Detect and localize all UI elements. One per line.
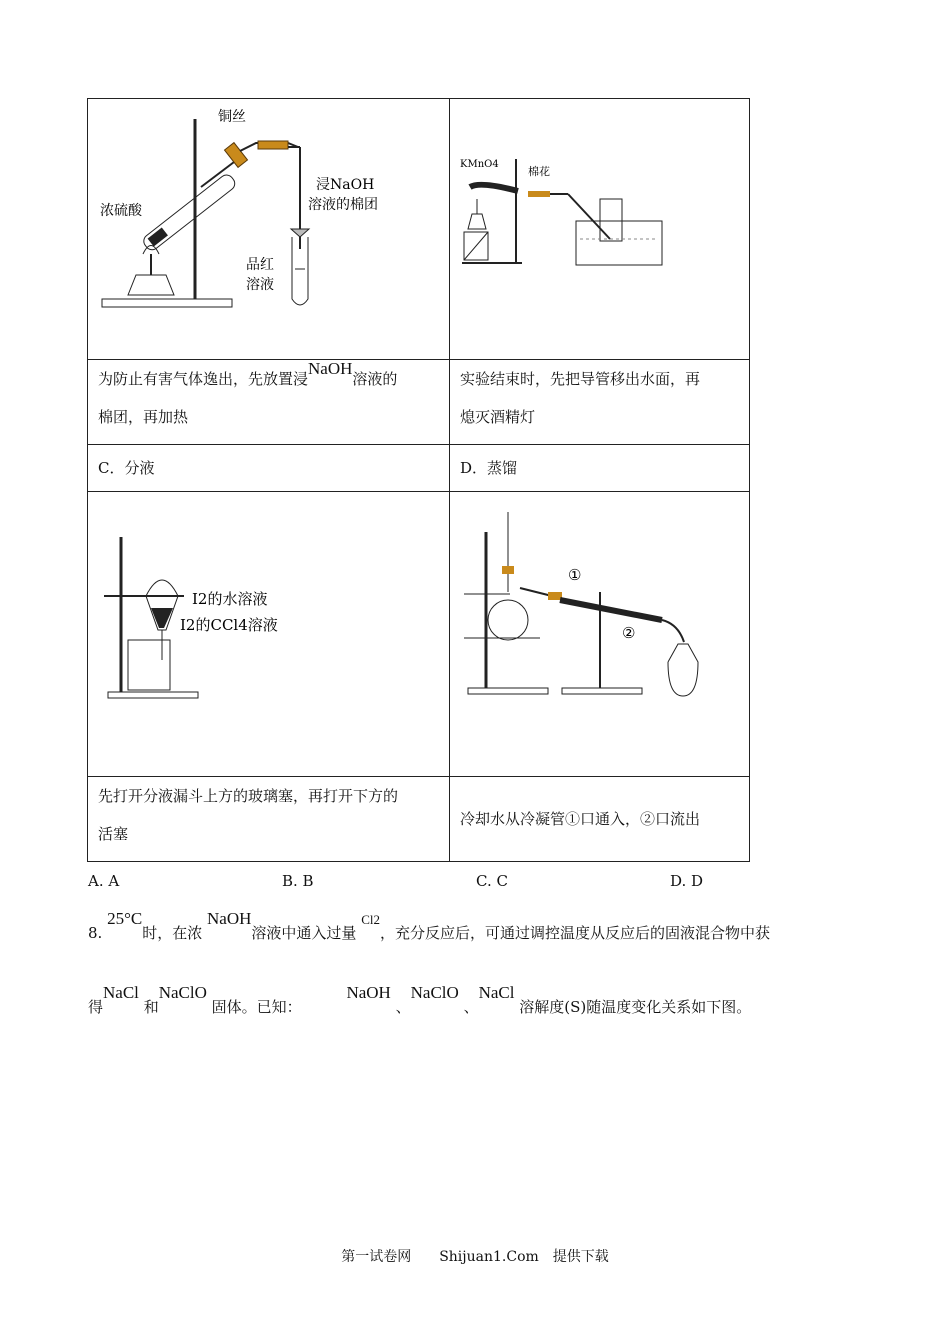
naoh-cotton-label: 浸NaOH — [316, 177, 375, 193]
note-c-text-2: 活塞 — [98, 825, 129, 843]
note-d-text: 冷却水从冷凝管①口通入，②口流出 — [460, 810, 701, 828]
note-c-text-1: 先打开分液漏斗上方的玻璃塞，再打开下方的 — [98, 787, 399, 805]
figure-d-cell — [450, 492, 750, 777]
copper-sulfuric-apparatus — [88, 99, 449, 345]
footer: 第一试卷网 Shijuan1.Com 提供下载 — [341, 1249, 609, 1265]
q8-text-4: 得 — [88, 998, 104, 1016]
formula-naclo: NaClO — [158, 983, 207, 1002]
q8-text-7: 溶解度(S)随温度变化关系如下图。 — [519, 998, 752, 1016]
q8-sep-2: 、 — [463, 998, 479, 1016]
pinhong-label: 品红 — [246, 257, 274, 273]
experiment-table — [87, 98, 750, 862]
note-a-cell — [88, 360, 450, 445]
question-8-line-1 — [88, 909, 771, 943]
note-b-text-2: 熄灭酒精灯 — [460, 408, 536, 426]
note-c-cell — [88, 777, 450, 862]
note-a-naoh: NaOH — [308, 359, 353, 378]
copper-wire-label: 铜丝 — [218, 109, 246, 125]
label-c-cell — [88, 445, 450, 492]
note-b-text-1: 实验结束时，先把导管移出水面，再 — [460, 370, 701, 388]
q8-text-2: 溶液中通入过量 — [251, 924, 357, 942]
label-c: C．分液 — [98, 459, 155, 477]
option-d[interactable]: D. D — [670, 872, 704, 890]
note-d-cell — [450, 777, 750, 862]
question-8-line-2 — [88, 983, 752, 1017]
formula-nacl-2: NaCl — [478, 983, 515, 1002]
distillation-apparatus — [450, 492, 750, 762]
kmno4-label: KMnO4 — [460, 159, 499, 170]
note-a-text-1: 为防止有害气体逸出，先放置浸 — [98, 370, 309, 388]
pinhong-label-2: 溶液 — [246, 277, 274, 293]
q8-text-5: 和 — [143, 998, 159, 1016]
note-b-cell — [450, 360, 750, 445]
conc-acid-label: 浓硫酸 — [100, 203, 142, 219]
label-d: D．蒸馏 — [460, 459, 518, 477]
formula-naclo-2: NaClO — [410, 983, 459, 1002]
naoh-cotton-label-2: 溶液的棉团 — [308, 197, 378, 213]
question-number: 8. — [88, 924, 103, 942]
q8-text-3: ，充分反应后，可通过调控温度从反应后的固液混合物中获 — [380, 924, 771, 942]
option-b[interactable]: B. B — [282, 872, 314, 890]
figure-a-cell — [88, 99, 450, 360]
option-c[interactable]: C. C — [476, 872, 508, 890]
port-1-label: ① — [568, 566, 582, 584]
temperature: 25°C — [107, 909, 143, 928]
formula-naoh-2: NaOH — [346, 983, 391, 1002]
i2-water-label: I2的水溶液 — [192, 590, 268, 608]
figure-b-cell — [450, 99, 750, 360]
formula-nacl: NaCl — [103, 983, 139, 1002]
formula-naoh: NaOH — [207, 909, 252, 928]
port-2-label: ② — [622, 624, 636, 642]
label-d-cell — [450, 445, 750, 492]
formula-cl2: Cl2 — [361, 912, 381, 927]
cotton-label: 棉花 — [528, 165, 550, 178]
kmno4-gas-collection-apparatus — [450, 99, 750, 345]
note-a-text-3: 棉团，再加热 — [98, 408, 189, 426]
i2-ccl4-label: I2的CCl4溶液 — [180, 616, 278, 634]
q8-text-6: 固体。已知： — [211, 998, 302, 1016]
option-a[interactable]: A. A — [88, 872, 120, 890]
q8-sep-1: 、 — [395, 998, 411, 1016]
note-a-text-2: 溶液的 — [352, 370, 398, 388]
separatory-funnel-apparatus — [88, 492, 449, 762]
q8-text-1: 时，在浓 — [142, 924, 203, 942]
figure-c-cell — [88, 492, 450, 777]
